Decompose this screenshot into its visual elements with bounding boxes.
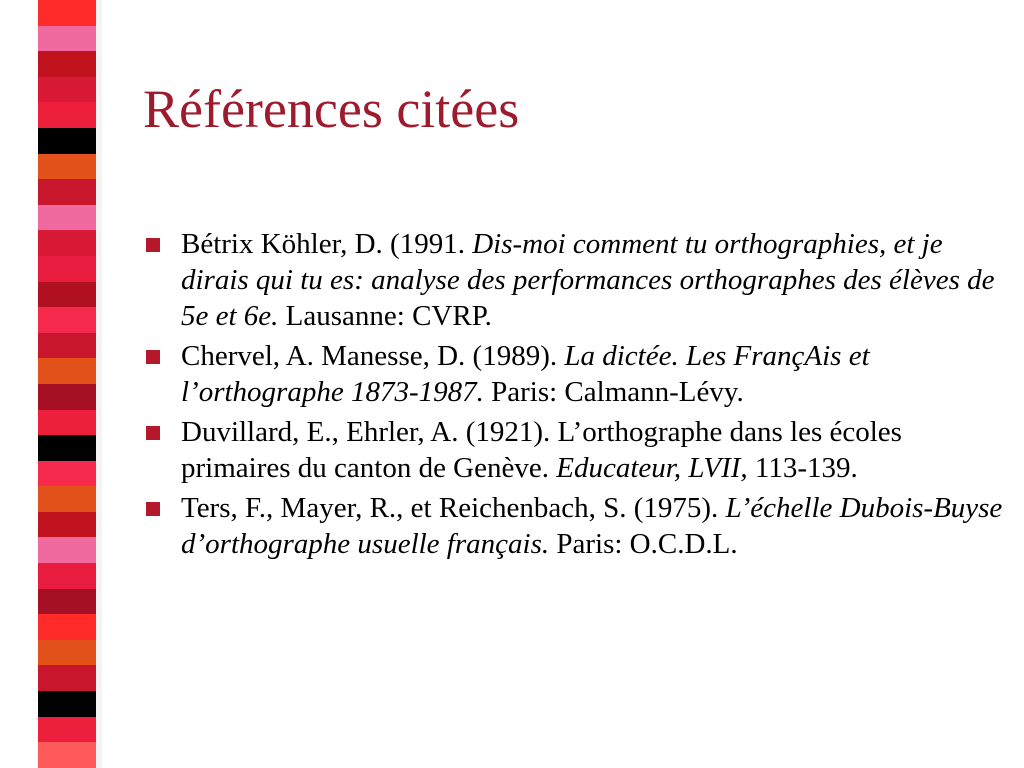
decorative-stripe [38, 307, 96, 333]
decorative-stripe-band [38, 0, 96, 768]
decorative-stripe [38, 435, 96, 461]
decorative-stripe [38, 640, 96, 666]
decorative-stripe [38, 77, 96, 103]
reference-authors: Ters, F., Mayer, R., et Reichenbach, S. (1975). [181, 492, 726, 524]
reference-italic-title: L’échelle Dubois-Buyse d’orthographe usuelle français. [181, 492, 1003, 560]
decorative-stripe [38, 154, 96, 180]
reference-authors: Duvillard, E., Ehrler, A. (1921). L’orthographe dans les écoles primaires du canton de Genève. [181, 416, 902, 484]
decorative-stripe [38, 102, 96, 128]
reference-italic-title: La dictée. Les FrançAis et l’orthographe 1873-1987. [181, 340, 870, 408]
reference-item [145, 414, 1005, 486]
decorative-stripe [38, 384, 96, 410]
reference-item [145, 338, 1005, 410]
decorative-stripe [38, 691, 96, 717]
reference-italic-title: Dis-moi comment tu orthographies, et je dirais qui tu es: analyse des performances orthographes des élèves de 5e et 6e. [181, 228, 995, 332]
square-bullet-icon [146, 502, 160, 516]
reference-italic-title: Educateur, LVII, [556, 452, 748, 484]
square-bullet-icon [146, 426, 160, 440]
decorative-stripe [38, 614, 96, 640]
reference-publisher: 113-139. [747, 452, 858, 484]
reference-item [145, 490, 1005, 562]
decorative-stripe [38, 282, 96, 308]
square-bullet-icon [146, 238, 160, 252]
decorative-stripe [38, 589, 96, 615]
reference-text [181, 492, 1002, 560]
decorative-stripe [38, 179, 96, 205]
decorative-stripe [38, 230, 96, 256]
decorative-stripe [38, 717, 96, 743]
decorative-stripe [38, 486, 96, 512]
decorative-stripe [38, 537, 96, 563]
decorative-stripe [38, 256, 96, 282]
reference-item [145, 226, 1005, 334]
decorative-stripe [38, 410, 96, 436]
reference-authors: Bétrix Köhler, D. (1991. [181, 228, 473, 260]
decorative-stripe [38, 205, 96, 231]
reference-authors: Chervel, A. Manesse, D. (1989). [181, 340, 565, 372]
decorative-stripe [38, 333, 96, 359]
decorative-stripe [38, 461, 96, 487]
square-bullet-icon [146, 350, 160, 364]
reference-text [181, 340, 870, 408]
decorative-stripe [38, 563, 96, 589]
decorative-stripe [38, 128, 96, 154]
reference-list [145, 226, 1005, 566]
decorative-stripe [38, 26, 96, 52]
decorative-stripe [38, 512, 96, 538]
stripe-band-edge [96, 0, 102, 768]
decorative-stripe [38, 665, 96, 691]
reference-text [181, 416, 902, 484]
reference-publisher: Paris: Calmann-Lévy. [483, 376, 744, 408]
reference-text [181, 228, 994, 332]
reference-publisher: Paris: O.C.D.L. [549, 528, 738, 560]
reference-publisher: Lausanne: CVRP. [278, 300, 492, 332]
decorative-stripe [38, 742, 96, 768]
decorative-stripe [38, 51, 96, 77]
decorative-stripe [38, 0, 96, 26]
decorative-stripe [38, 358, 96, 384]
slide-title: Références citées [143, 79, 520, 139]
